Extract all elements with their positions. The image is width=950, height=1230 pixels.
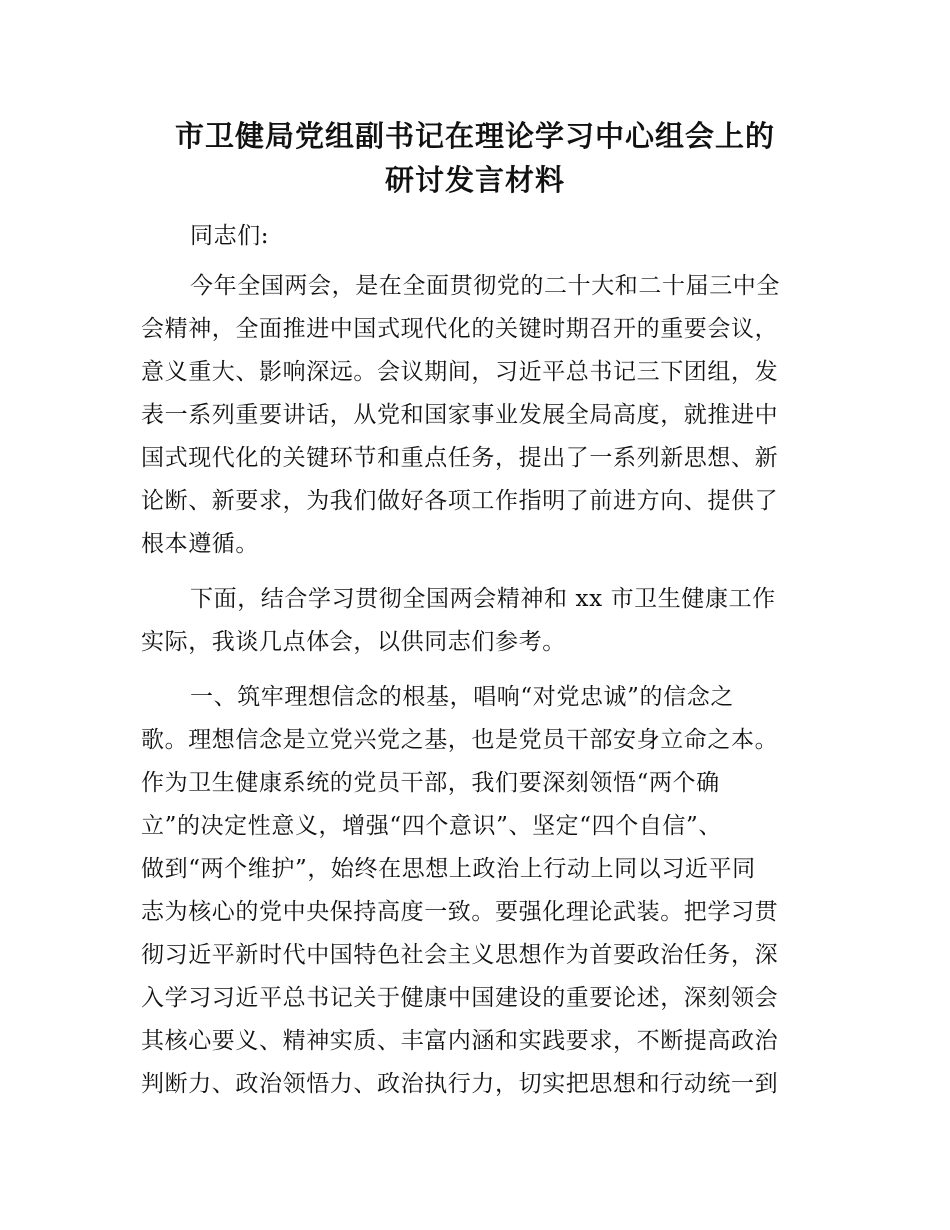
- paragraph-line: 其核心要义、精神实质、丰富内涵和实践要求，不断提高政治: [141, 1028, 779, 1054]
- salutation: 同志们:: [190, 223, 270, 249]
- paragraph-line: 入学习习近平总书记关于健康中国建设的重要论述，深刻领会: [141, 985, 779, 1011]
- paragraph-line: 立”的决定性意义，增强“四个意识”、坚定“四个自信”、: [141, 813, 722, 839]
- paragraph-line: 判断力、政治领悟力、政治执行力，切实把思想和行动统一到: [141, 1071, 779, 1097]
- paragraph-line: 歌。理想信念是立党兴党之基，也是党员干部安身立命之本。: [141, 727, 779, 753]
- paragraph-line: 作为卫生健康系统的党员干部，我们要深刻领悟“两个确: [141, 770, 720, 796]
- paragraph-line: 国式现代化的关键环节和重点任务，提出了一系列新思想、新: [141, 445, 779, 471]
- paragraph-line: 实际，我谈几点体会，以供同志们参考。: [141, 629, 566, 655]
- paragraph-line: 表一系列重要讲话，从党和国家事业发展全局高度，就推进中: [141, 402, 779, 428]
- document-title-line-2: 研讨发言材料: [384, 163, 565, 197]
- paragraph-line: 意义重大、影响深远。会议期间，习近平总书记三下团组，发: [141, 359, 779, 385]
- document-title-line-1: 市卫健局党组副书记在理论学习中心组会上的: [174, 119, 775, 153]
- paragraph-line: 志为核心的党中央保持高度一致。要强化理论武装。把学习贯: [141, 899, 779, 925]
- paragraph-line: 彻习近平新时代中国特色社会主义思想作为首要政治任务，深: [141, 942, 779, 968]
- paragraph-line: 会精神，全面推进中国式现代化的关键时期召开的重要会议，: [141, 316, 779, 342]
- paragraph-line: 根本遵循。: [141, 531, 259, 557]
- paragraph-line: 论断、新要求，为我们做好各项工作指明了前进方向、提供了: [141, 488, 779, 514]
- paragraph-line: 今年全国两会，是在全面贯彻党的二十大和二十届三中全: [190, 273, 780, 299]
- paragraph-line: 一、筑牢理想信念的根基，唱响“对党忠诚”的信念之: [190, 684, 734, 710]
- paragraph-line: 做到“两个维护”，始终在思想上政治上行动上同以习近平同: [141, 856, 756, 882]
- paragraph-line: 下面，结合学习贯彻全国两会精神和 xx 市卫生健康工作: [190, 586, 776, 612]
